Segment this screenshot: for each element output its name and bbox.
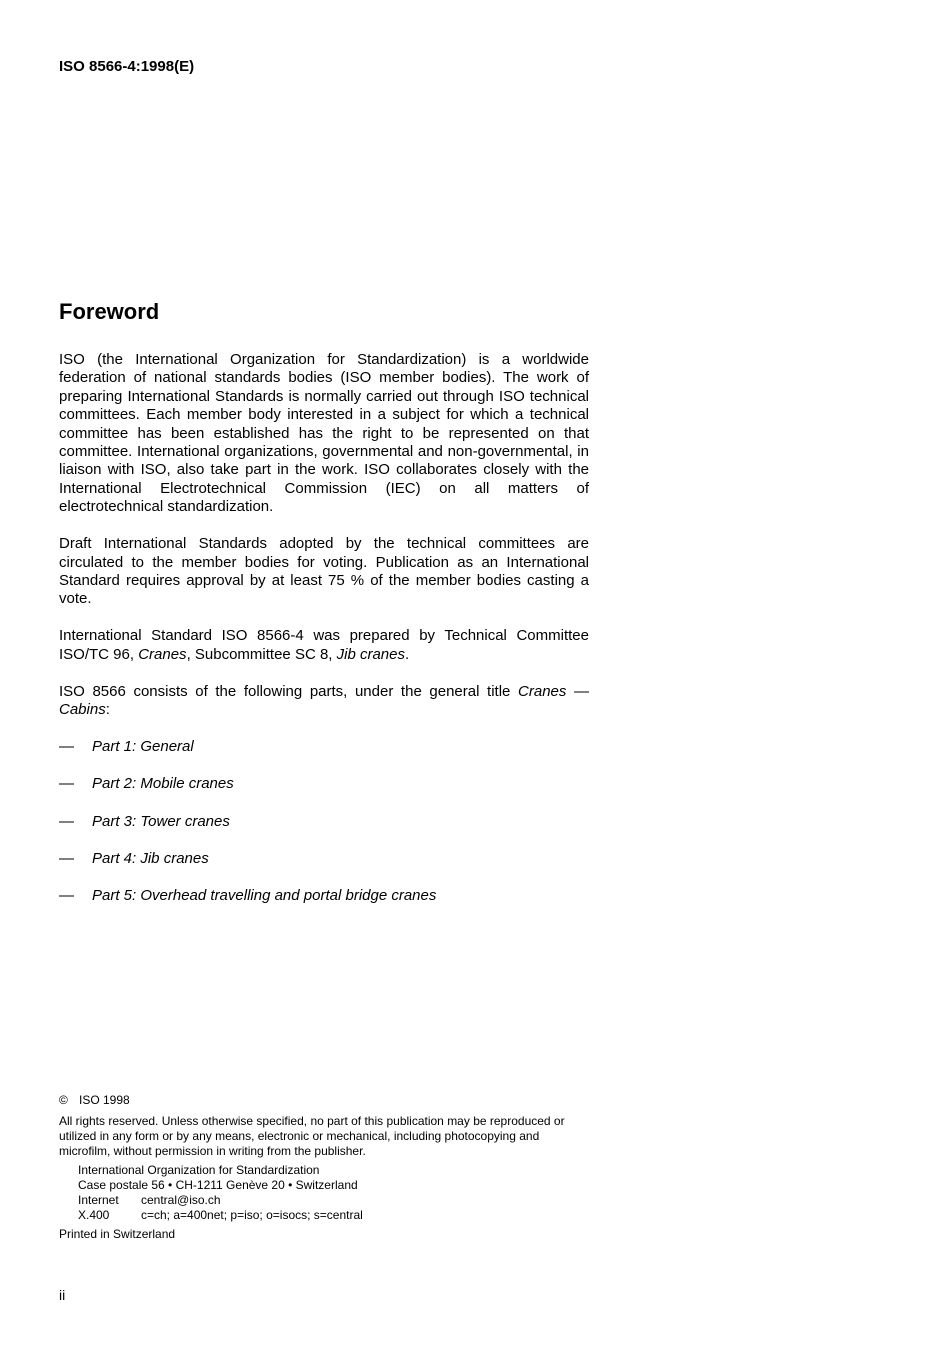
foreword-paragraph-parts-intro [59,683,589,720]
postal-address: Case postale 56 • CH-1211 Genève 20 • Switzerland [78,1178,358,1192]
publisher-address [78,1163,589,1223]
foreword-section [59,297,589,925]
copyright-symbol: © [59,1093,68,1107]
dash-bullet: — [59,812,74,830]
copyright-block [59,1093,589,1242]
internet-label: Internet [78,1193,119,1207]
parts-intro-pre: ISO 8566 consists of the following parts, under the general title [59,682,519,700]
parts-list [59,738,589,906]
foreword-paragraph-iso: ISO (the International Organization for Standardization) is a worldwide federation of national standards bodies (ISO member bodies). The work of preparing International Standards is normally carried out through ISO technical committees. Each member body interested in a subject for which a technical committee has been established has the right to be represented on that committee. International organizations, governmental and non-governmental, in liaison with ISO, also take part in the work. ISO collaborates closely with the International Electrotechnical Commission (IEC) on all matters of electrotechnical standardization. [59,351,589,516]
internet-row [78,1193,589,1208]
list-item [59,813,589,831]
foreword-paragraph-drafts: Draft International Standards adopted by the technical committees are circulated to the member bodies for voting. Publication as an International Standard requires approval by at least 75 % of the member bodies casting a vote. [59,535,589,608]
part-label: Part 3: Tower cranes [92,812,230,830]
dash-bullet: — [59,737,74,755]
copyright-year: ISO 1998 [79,1093,130,1107]
printed-in: Printed in Switzerland [59,1227,176,1241]
x400-row [78,1208,589,1223]
prepared-text-post: . [405,645,410,663]
list-item [59,850,589,868]
part-label: Part 1: General [92,737,194,755]
document-id-header: ISO 8566-4:1998(E) [59,58,195,75]
prepared-text-pre: International Standard ISO 8566-4 was prepared by Technical Committee ISO/TC 96, [59,627,589,663]
part-label: Part 5: Overhead travelling and portal bridge cranes [92,887,437,905]
dash-bullet: — [59,775,74,793]
x400-label: X.400 [78,1208,110,1222]
list-item [59,887,589,905]
foreword-paragraph-prepared [59,627,589,664]
parts-intro-post: : [105,701,110,718]
subcommittee-name: Jib cranes [336,645,405,663]
part-label: Part 4: Jib cranes [92,850,209,868]
committee-name: Cranes [138,645,187,663]
prepared-text-mid: , Subcommittee SC 8, [186,645,337,663]
copyright-line [59,1093,589,1108]
x400-value: c=ch; a=400net; p=iso; o=isocs; s=central [141,1208,363,1222]
org-name: International Organization for Standardization [78,1163,320,1177]
dash-bullet: — [59,850,74,868]
internet-value: central@iso.ch [141,1193,221,1207]
general-title: Cranes — Cabins [59,682,590,718]
list-item [59,738,589,756]
rights-statement: All rights reserved. Unless otherwise specified, no part of this publication may be reproduced or utilized in any form or by any means, electronic or mechanical, including photocopying and microfilm, without permission in writing from the publisher. [59,1114,565,1158]
dash-bullet: — [59,887,74,905]
page-number: ii [59,1287,66,1303]
foreword-title: Foreword [59,299,160,324]
list-item [59,775,589,793]
part-label: Part 2: Mobile cranes [92,775,234,793]
